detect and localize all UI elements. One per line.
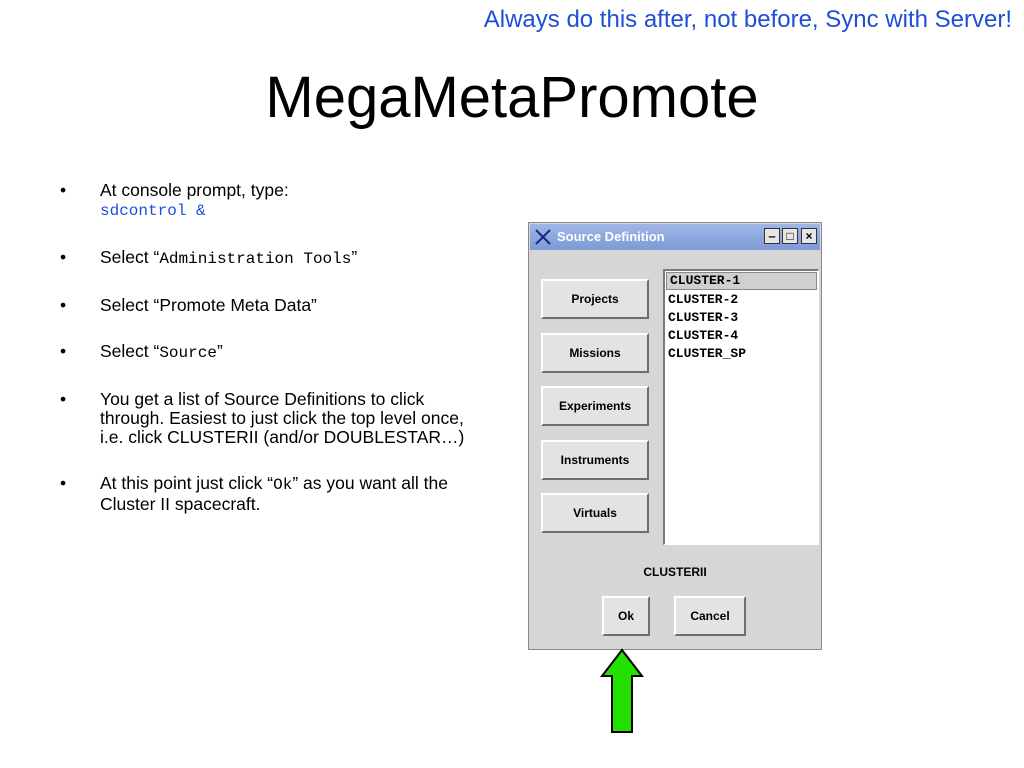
bullet-icon: • xyxy=(60,341,67,361)
source-definition-dialog xyxy=(528,222,822,650)
button-name-text: Ok xyxy=(273,476,293,494)
list-item[interactable]: CLUSTER-4 xyxy=(668,328,739,343)
list-item xyxy=(58,248,488,269)
sync-note: Always do this after, not before, Sync with Server! xyxy=(483,6,1012,33)
virtuals-button[interactable]: Virtuals xyxy=(541,493,649,533)
experiments-button[interactable]: Experiments xyxy=(541,386,649,426)
step-text: Select “ xyxy=(100,247,160,267)
bullet-icon: • xyxy=(60,389,67,409)
slide-title: MegaMetaPromote xyxy=(265,65,759,130)
dialog-titlebar[interactable] xyxy=(530,224,820,250)
list-item xyxy=(58,296,488,315)
menu-name-text: Source xyxy=(159,344,217,362)
bullet-icon: • xyxy=(60,473,67,493)
bullet-icon: • xyxy=(60,180,67,200)
menu-name-text: Administration Tools xyxy=(159,250,352,268)
bullet-icon: • xyxy=(60,247,67,267)
step-text: At this point just click “ xyxy=(100,473,274,493)
ok-button[interactable]: Ok xyxy=(602,596,650,636)
x-icon xyxy=(534,228,552,246)
instruments-button[interactable]: Instruments xyxy=(541,440,649,480)
step-text: ” xyxy=(216,341,223,361)
step-text: At console prompt, type: xyxy=(100,180,289,200)
bullet-icon: • xyxy=(60,295,67,315)
step-text: Select “ xyxy=(100,341,160,361)
missions-button[interactable]: Missions xyxy=(541,333,649,373)
step-text: ” as you want all the Cluster II spacecraft. xyxy=(100,473,448,514)
source-list[interactable] xyxy=(663,269,819,545)
close-button[interactable]: × xyxy=(801,228,817,244)
dialog-title: Source Definition xyxy=(557,229,665,244)
list-item xyxy=(58,474,488,514)
list-item[interactable]: CLUSTER-1 xyxy=(666,272,817,290)
projects-button[interactable]: Projects xyxy=(541,279,649,319)
list-item[interactable]: CLUSTER-3 xyxy=(668,310,739,325)
maximize-button[interactable]: □ xyxy=(782,228,798,244)
step-text: Select “Promote Meta Data” xyxy=(100,295,317,315)
instruction-list xyxy=(58,181,488,541)
command-text: sdcontrol & xyxy=(100,202,206,220)
minimize-button[interactable]: ‒ xyxy=(764,228,780,244)
step-text: ” xyxy=(351,247,358,267)
list-item xyxy=(58,342,488,363)
step-text: You get a list of Source Definitions to click through. Easiest to just click the top level once, i.e. click CLUSTERII (and/or DOUBLESTAR…) xyxy=(100,389,465,447)
selected-source-label: CLUSTERII xyxy=(643,565,707,579)
list-item[interactable]: CLUSTER-2 xyxy=(668,292,739,307)
list-item xyxy=(58,390,488,447)
list-item[interactable]: CLUSTER_SP xyxy=(668,346,747,361)
cancel-button[interactable]: Cancel xyxy=(674,596,746,636)
list-item xyxy=(58,181,488,221)
up-arrow-icon xyxy=(600,648,644,734)
